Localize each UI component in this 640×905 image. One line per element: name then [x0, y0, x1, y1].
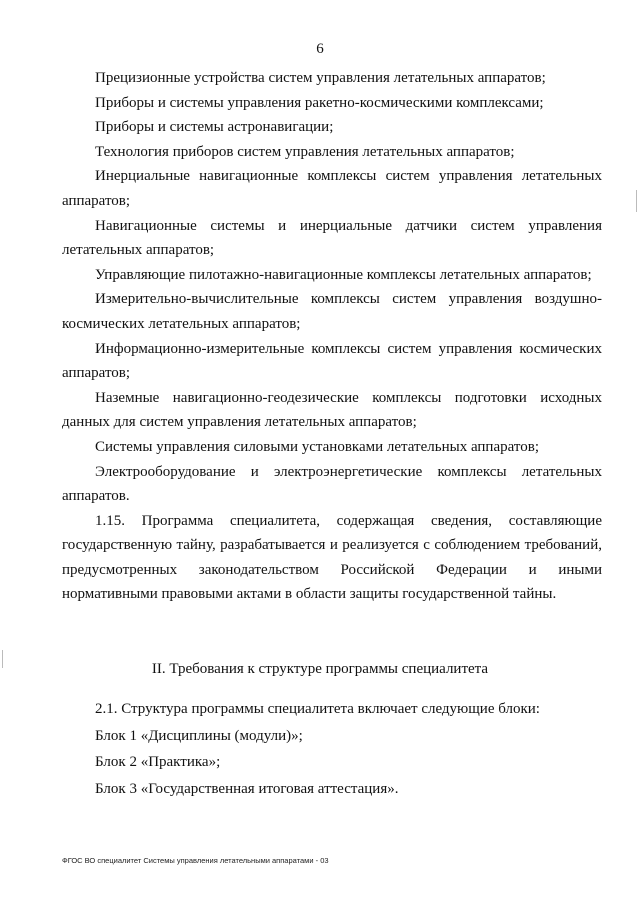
list-item: Приборы и системы астронавигации; — [95, 119, 334, 136]
structure-intro: 2.1. Структура программы специалитета включает следующие блоки: — [95, 701, 540, 717]
list-item: Приборы и системы управления ракетно-космическими комплексами; — [95, 94, 544, 111]
document-footer: ФГОС ВО специалитет Системы управления летательными аппаратами - 03 — [62, 856, 329, 865]
list-item: Технология приборов систем управления летательных аппаратов; — [95, 143, 515, 160]
list-item: Информационно-измерительные комплексы систем управления космических аппаратов; — [62, 340, 602, 382]
list-item: Навигационные системы и инерциальные датчики систем управления летательных аппаратов; — [62, 217, 602, 259]
list-item: Инерциальные навигационные комплексы систем управления летательных аппаратов; — [62, 168, 602, 209]
list-item: Наземные навигационно-геодезические комплексы подготовки исходных данных для систем управления летательных аппаратов; — [62, 389, 602, 431]
list-item: Системы управления силовыми установками летательных аппаратов; — [95, 438, 539, 455]
list-item: Электрооборудование и электроэнергетические комплексы летательных аппаратов. — [62, 463, 602, 505]
list-item: Измерительно-вычислительные комплексы систем управления воздушно-космических летательных аппаратов; — [62, 291, 602, 332]
block-item: Блок 1 «Дисциплины (модули)»; — [95, 727, 303, 744]
scan-edge-mark — [2, 650, 3, 668]
specializations-list — [62, 66, 602, 607]
block-item: Блок 2 «Практика»; — [95, 754, 221, 771]
list-item: Управляющие пилотажно-навигационные комплексы летательных аппаратов; — [95, 266, 592, 283]
section-heading: II. Требования к структуре программы специалитета — [151, 661, 489, 677]
scan-edge-mark — [636, 190, 637, 212]
program-structure — [62, 696, 602, 803]
clause-1-15: 1.15. Программа специалитета, содержащая сведения, составляющие государственную тайну, разрабатывается и реализуется с соблюдением требований, предусмотренных законодательством Российской Федерации и иными нормативными правовыми актами в области защиты государственной тайны. — [62, 512, 602, 603]
page-number: 6 — [316, 41, 324, 57]
list-item: Прецизионные устройства систем управления летательных аппаратов; — [95, 70, 546, 86]
block-item: Блок 3 «Государственная итоговая аттестация». — [95, 781, 399, 798]
